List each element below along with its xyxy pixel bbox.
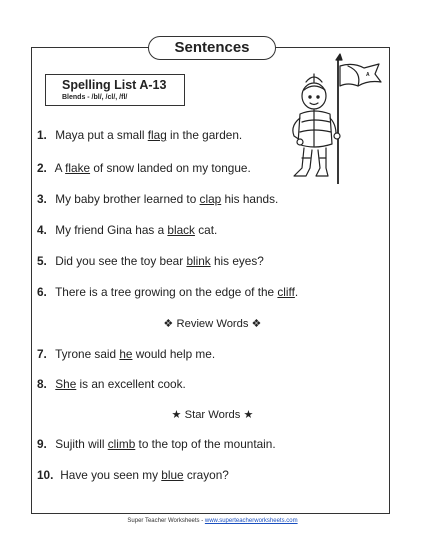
sentence-number: 9. [37,437,47,451]
sentence-text: Did you see the toy bear [55,254,187,268]
spelling-word: blue [161,468,184,482]
spelling-list-box [45,74,185,106]
footer-text: Super Teacher Worksheets - [127,518,205,524]
sentence-number: 3. [37,192,47,206]
sentence-text: Have you seen my [60,468,162,482]
sentence-text: My baby brother learned to [55,192,200,206]
sentence-number: 1. [37,128,47,142]
spelling-list-blends: Blends - /bl/, /cl/, /fl/ [62,94,128,101]
sentence-text: cat. [194,223,218,237]
spelling-word: flake [65,161,91,175]
sentence-6 [37,285,298,299]
sentence-7 [37,347,215,361]
sentence-10 [37,468,229,482]
sentence-4 [37,223,217,237]
sentence-text: . [294,285,299,299]
spelling-word: black [167,223,195,237]
sentence-2 [37,161,251,175]
spelling-word: cliff [277,285,295,299]
page-title: Sentences [148,36,276,60]
spelling-word: blink [186,254,211,268]
spelling-word: he [119,347,133,361]
spelling-word: She [55,377,77,391]
spelling-list-title: Spelling List A-13 [62,78,167,92]
footer [0,518,425,524]
spelling-word: flag [147,128,167,142]
sentence-5 [37,254,264,268]
spelling-word: clap [199,192,222,206]
sentence-1 [37,128,242,142]
sentence-text: in the garden. [166,128,243,142]
sentence-text: his hands. [221,192,279,206]
spelling-word: climb [107,437,136,451]
flag-letter: A [366,72,370,78]
sentence-text: A [54,161,66,175]
sentence-text: crayon? [183,468,229,482]
sentence-number: 7. [37,347,47,361]
sentence-number: 5. [37,254,47,268]
sentence-text: My friend Gina has a [55,223,168,237]
sentence-text: Tyrone said [55,347,120,361]
sentence-text: would help me. [132,347,216,361]
sentence-text: Maya put a small [55,128,148,142]
review-words-heading: ❖ Review Words ❖ [163,318,262,330]
footer-link[interactable]: www.superteacherworksheets.com [204,518,298,524]
sentence-number: 6. [37,285,47,299]
sentence-3 [37,192,278,206]
sentence-number: 2. [37,161,47,175]
sentence-number: 8. [37,377,47,391]
sentence-text: is an excellent cook. [76,377,186,391]
sentence-text: of snow landed on my tongue. [90,161,251,175]
sentence-9 [37,437,276,451]
sentence-8 [37,377,186,391]
sentence-text: There is a tree growing on the edge of the [55,285,278,299]
sentence-number: 4. [37,223,47,237]
sentence-text: to the top of the mountain. [135,437,276,451]
knight-illustration [278,52,388,184]
sentence-number: 10. [37,468,54,482]
sentence-text: Sujith will [55,437,108,451]
star-words-heading: ★ Star Words ★ [171,409,254,421]
sentence-text: his eyes? [210,254,264,268]
